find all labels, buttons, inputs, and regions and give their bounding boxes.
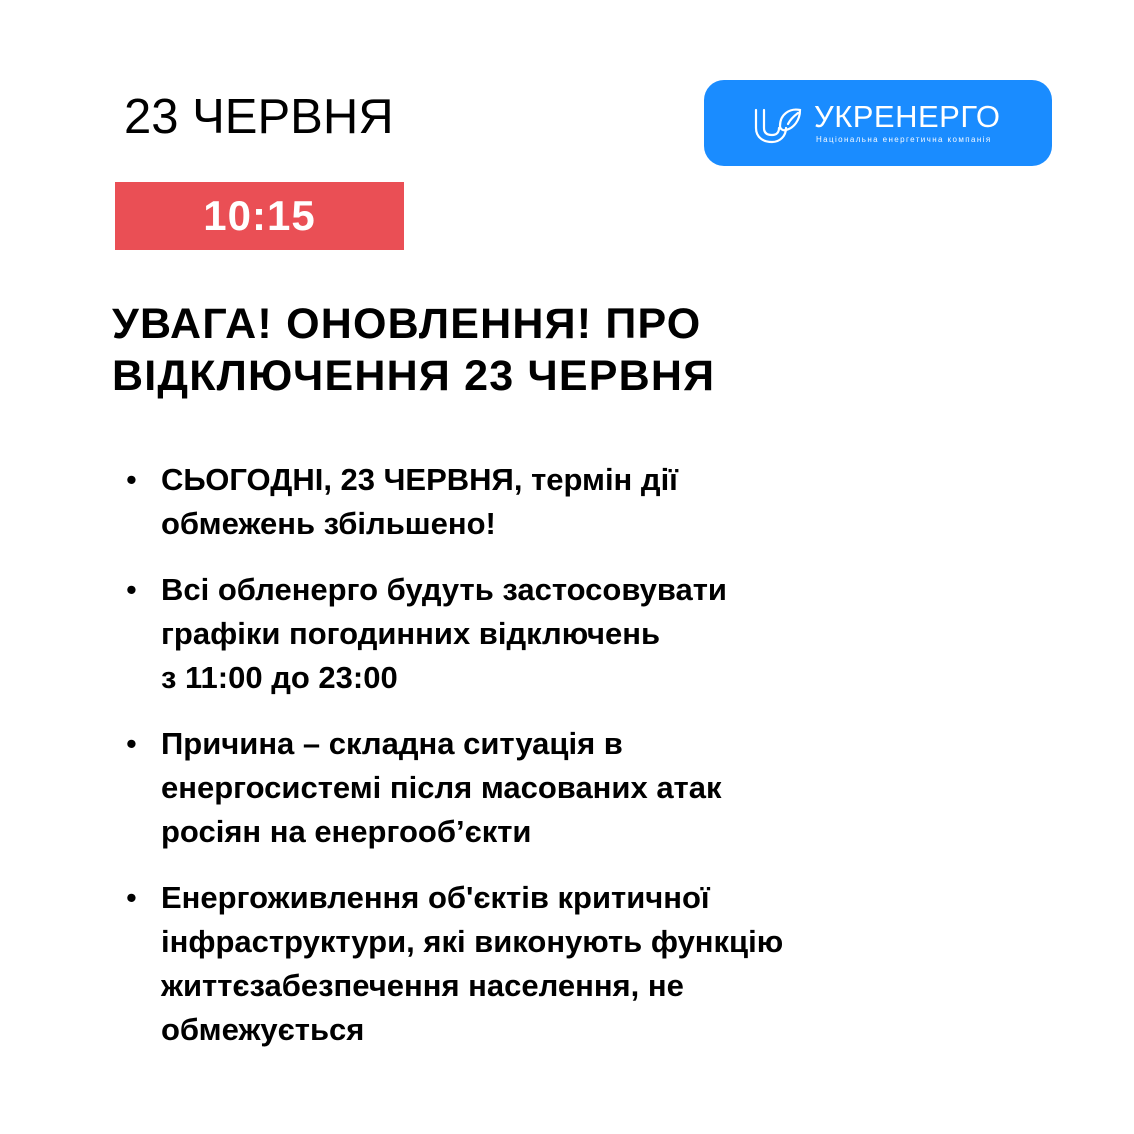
time-badge: 10:15 xyxy=(115,182,404,250)
headline-line: ВІДКЛЮЧЕННЯ 23 ЧЕРВНЯ xyxy=(112,352,716,400)
bullet-item xyxy=(120,568,1020,700)
bullet-text-line: Всі обленерго будуть застосовувати xyxy=(161,572,727,607)
logo-tagline: Національна енергетична компанія xyxy=(816,135,992,144)
headline-line: УВАГА! ОНОВЛЕННЯ! ПРО xyxy=(112,300,702,348)
date-heading: 23 ЧЕРВНЯ xyxy=(124,90,394,144)
headline xyxy=(112,298,1012,402)
ukrenergo-logo-icon xyxy=(750,102,806,146)
bullet-text-line: обмежень збільшено! xyxy=(161,506,496,541)
bullet-dot: • xyxy=(126,880,137,915)
ukrenergo-logo xyxy=(704,80,1052,166)
bullet-text-line: енергосистемі після масованих атак xyxy=(161,770,722,805)
logo-name: УКРЕНЕРГО xyxy=(814,99,1001,134)
bullet-text-line: Причина – складна ситуація в xyxy=(161,726,623,761)
bullet-dot: • xyxy=(126,726,137,761)
bullet-item xyxy=(120,458,1020,546)
bullet-text-line: графіки погодинних відключень xyxy=(161,616,661,651)
bullet-item xyxy=(120,722,1020,854)
bullet-text-line: життєзабезпечення населення, не xyxy=(161,968,684,1003)
bullet-text-line: інфраструктури, які виконують функцію xyxy=(161,924,784,959)
bullet-text-line: обмежується xyxy=(161,1012,365,1047)
bullet-text-line: з 11:00 до 23:00 xyxy=(161,660,398,695)
bullet-dot: • xyxy=(126,462,137,497)
bullet-item xyxy=(120,876,1020,1052)
bullet-text-line: СЬОГОДНІ, 23 ЧЕРВНЯ, термін дії xyxy=(161,462,678,497)
bullet-text-line: росіян на енергооб’єкти xyxy=(161,814,532,849)
bullet-list xyxy=(120,458,1020,1074)
bullet-text-line: Енергоживлення об'єктів критичної xyxy=(161,880,710,915)
bullet-dot: • xyxy=(126,572,137,607)
